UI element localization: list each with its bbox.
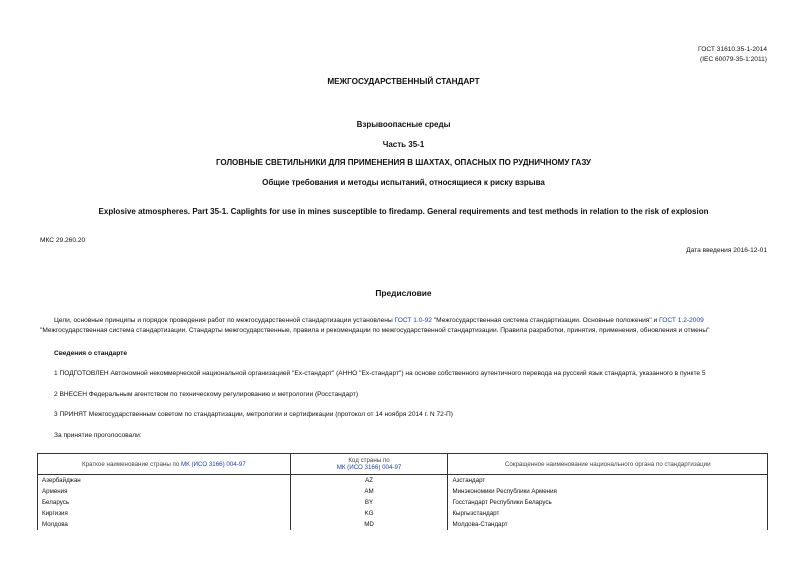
body-cell: Минэкономики Республики Армения bbox=[448, 486, 768, 497]
country-name-header bbox=[38, 454, 291, 475]
table-header-row bbox=[38, 454, 768, 475]
iec-number: (IEC 60079-35-1:2011) bbox=[700, 56, 767, 63]
date-intro: Дата введения 2016-12-01 bbox=[686, 247, 767, 254]
standard-type: МЕЖГОСУДАРСТВЕННЫЙ СТАНДАРТ bbox=[327, 77, 480, 86]
info-item-1: 1 ПОДГОТОВЛЕН Автономной некоммерческой национальной организацией "Ех-стандарт" (АННО "Ех-стандарт") на основе собственного аутентичного перевода на русский язык стандарта, указанного в пункте 5 bbox=[54, 370, 706, 377]
info-item-3: 3 ПРИНЯТ Межгосударственным советом по стандартизации, метрологии и сертификации (протокол от 14 ноября 2014 г. N 72-П) bbox=[54, 411, 453, 418]
countries-table bbox=[37, 453, 768, 530]
doc-number: ГОСТ 31610.35-1-2014 bbox=[698, 46, 767, 53]
mks-code: МКС 29.260.20 bbox=[40, 237, 86, 244]
code-cell: AZ bbox=[290, 475, 448, 487]
info-heading: Сведения о стандарте bbox=[54, 350, 128, 357]
foreword-heading: Предисловие bbox=[375, 288, 432, 298]
country-cell: Молдова bbox=[38, 519, 291, 530]
mk-iso-link-2[interactable]: МК (ИСО 3166) 004-97 bbox=[336, 464, 402, 471]
voted-label: За принятие проголосовали: bbox=[54, 432, 142, 439]
title-ru: ГОЛОВНЫЕ СВЕТИЛЬНИКИ ДЛЯ ПРИМЕНЕНИЯ В ШАХТАХ, ОПАСНЫХ ПО РУДНИЧНОМУ ГАЗУ bbox=[215, 158, 592, 167]
foreword-para-1 bbox=[54, 317, 704, 325]
country-cell: Азербайджан bbox=[38, 475, 291, 487]
country-code-header bbox=[290, 454, 448, 475]
country-cell: Беларусь bbox=[38, 497, 291, 508]
body-cell: Азстандарт bbox=[448, 475, 768, 487]
body-cell: Кыргызстандарт bbox=[448, 508, 768, 519]
table-row bbox=[38, 475, 768, 487]
standards-body-header: Сокращенное наименование национального органа по стандартизации bbox=[448, 454, 768, 475]
table-row bbox=[38, 519, 768, 530]
country-code-header-text: Код страны по bbox=[348, 457, 390, 464]
gost-1-0-link[interactable]: ГОСТ 1.0-92 bbox=[394, 317, 432, 324]
code-cell: KG bbox=[290, 508, 448, 519]
info-item-2: 2 ВНЕСЕН Федеральным агентством по техническому регулированию и метрологии (Росстандарт) bbox=[54, 391, 359, 398]
table-row bbox=[38, 508, 768, 519]
country-cell: Киргизия bbox=[38, 508, 291, 519]
title-en: Explosive atmospheres. Part 35-1. Caplights for use in mines susceptible to firedamp. General requirements and test methods in relation to the risk of explosion bbox=[98, 207, 709, 216]
subject: Взрывоопасные среды bbox=[356, 120, 451, 129]
code-cell: AM bbox=[290, 486, 448, 497]
para-1-text-mid: "Межгосударственная система стандартизации. Основные положения" и bbox=[431, 317, 660, 324]
body-cell: Госстандарт Республики Беларусь bbox=[448, 497, 768, 508]
foreword-para-1-end: "Межгосударственная система стандартизации. Стандарты межгосударственные, правила и рекомендации по межгосударственной стандартизации. Правила разработки, принятия, применения, обновления и отмены" bbox=[40, 327, 710, 334]
part: Часть 35-1 bbox=[382, 140, 425, 149]
gost-1-2-link[interactable]: ГОСТ 1.2-2009 bbox=[659, 317, 704, 324]
mk-iso-link-1[interactable]: МК (ИСО 3166) 004-97 bbox=[181, 460, 246, 468]
code-cell: MD bbox=[290, 519, 448, 530]
country-cell: Армения bbox=[38, 486, 291, 497]
para-1-text-start: Цели, основные принципы и порядок проведения работ по межгосударственной стандартизации установлены bbox=[54, 317, 395, 324]
table-row bbox=[38, 497, 768, 508]
code-cell: BY bbox=[290, 497, 448, 508]
body-cell: Молдова-Стандарт bbox=[448, 519, 768, 530]
subtitle-ru: Общие требования и методы испытаний, относящиеся к риску взрыва bbox=[262, 178, 545, 187]
table-row bbox=[38, 486, 768, 497]
country-name-header-text: Краткое наименование страны по bbox=[81, 460, 181, 468]
